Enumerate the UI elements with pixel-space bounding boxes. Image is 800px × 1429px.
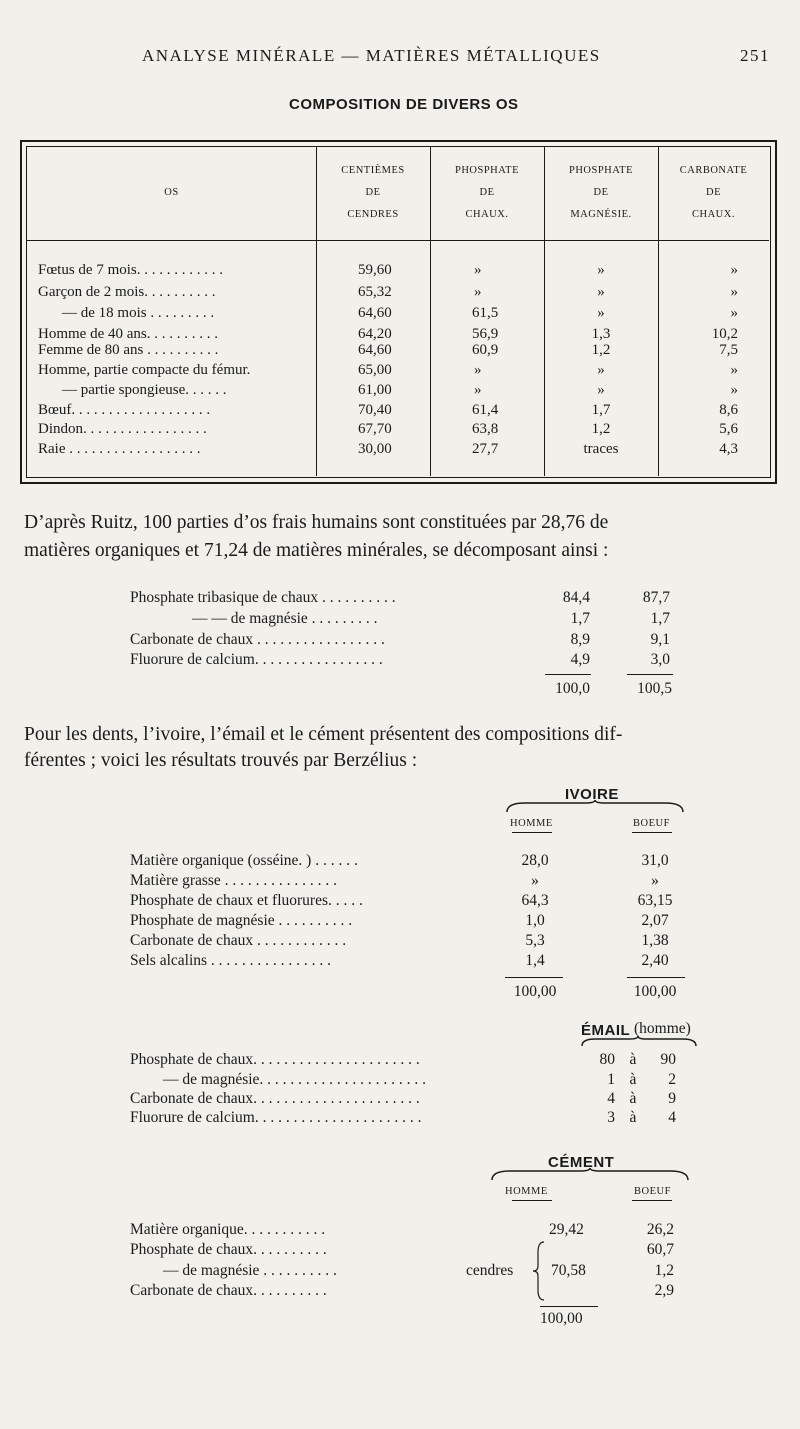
cell-cendres: 30,00 bbox=[358, 441, 392, 457]
email-sep: à bbox=[629, 1090, 637, 1107]
ruitz-total-a: 100,0 bbox=[555, 680, 590, 697]
ruitz-value-a: 1,7 bbox=[570, 610, 590, 627]
cell-phosphate-magnesie: traces bbox=[583, 441, 619, 457]
ruitz-value-a: 4,9 bbox=[570, 651, 590, 668]
cell-phosphate-magnesie: » bbox=[597, 262, 605, 278]
cement-boeuf-value: 1,2 bbox=[654, 1262, 674, 1279]
email-title: ÉMAIL bbox=[581, 1022, 631, 1039]
cement-cendres-label: cendres bbox=[466, 1262, 514, 1279]
email-max: 90 bbox=[660, 1051, 676, 1068]
cement-cendres-brace bbox=[532, 1240, 546, 1302]
col-header-pmag-2: DE bbox=[593, 187, 609, 198]
email-sep: à bbox=[629, 1071, 637, 1088]
cell-cendres: 70,40 bbox=[358, 402, 392, 418]
email-max: 4 bbox=[668, 1109, 676, 1126]
cell-carbonate-chaux: » bbox=[730, 262, 738, 278]
sum-rule bbox=[627, 977, 685, 978]
cell-phosphate-chaux: 61,5 bbox=[472, 305, 499, 321]
col-header-carb-3: CHAUX. bbox=[692, 209, 735, 220]
ruitz-value-b: 1,7 bbox=[650, 610, 670, 627]
cell-phosphate-chaux: » bbox=[474, 284, 482, 300]
paragraph-line: matières organiques et 71,24 de matières minérales, se décomposant ainsi : bbox=[24, 540, 609, 561]
ivoire-row-label: Sels alcalins . . . . . . . . . . . . . . . . bbox=[130, 952, 332, 969]
cell-carbonate-chaux: 5,6 bbox=[719, 421, 738, 437]
cell-carbonate-chaux: 4,3 bbox=[719, 441, 738, 457]
cement-row-label: — de magnésie . . . . . . . . . . bbox=[163, 1262, 337, 1279]
cement-homme-header: HOMME bbox=[505, 1186, 548, 1197]
ivoire-homme-value: 1,0 bbox=[525, 912, 545, 929]
cell-phosphate-magnesie: 1,3 bbox=[591, 326, 611, 342]
ruitz-row-label: Carbonate de chaux . . . . . . . . . . . . . . . . . bbox=[130, 631, 385, 648]
page-number: 251 bbox=[740, 46, 770, 65]
cell-phosphate-chaux: 63,8 bbox=[472, 421, 499, 437]
cell-cendres: 64,60 bbox=[358, 342, 392, 358]
cell-cendres: 65,32 bbox=[358, 284, 392, 300]
table-row-label: Dindon. . . . . . . . . . . . . . . . . bbox=[38, 421, 207, 437]
paragraph-line: Pour les dents, l’ivoire, l’émail et le cément présentent des compositions dif- bbox=[24, 724, 623, 745]
ruitz-total-b: 100,5 bbox=[637, 680, 672, 697]
email-sep: à bbox=[629, 1109, 637, 1126]
ivoire-row-label: Matière organique (osséine. ) . . . . . . bbox=[130, 852, 358, 869]
email-min: 4 bbox=[607, 1090, 615, 1107]
email-brace bbox=[580, 1036, 700, 1048]
ivoire-brace bbox=[505, 800, 685, 814]
cell-cendres: 61,00 bbox=[358, 382, 392, 398]
email-row-label: Carbonate de chaux. . . . . . . . . . . . . . . . . . . . . . bbox=[130, 1090, 420, 1107]
cell-cendres: 65,00 bbox=[358, 362, 392, 378]
cell-phosphate-magnesie: » bbox=[597, 284, 605, 300]
cement-boeuf-value: 26,2 bbox=[646, 1221, 674, 1238]
table-row-label: Raie . . . . . . . . . . . . . . . . . . bbox=[38, 441, 201, 457]
col-header-carb-2: DE bbox=[706, 187, 721, 198]
ivoire-row-label: Carbonate de chaux . . . . . . . . . . . . bbox=[130, 932, 347, 949]
ruitz-row-label: Phosphate tribasique de chaux . . . . . . . . . . bbox=[130, 589, 396, 606]
col-header-pmag-3: MAGNÉSIE. bbox=[570, 209, 632, 220]
cell-phosphate-magnesie: » bbox=[597, 305, 605, 321]
ivoire-rule bbox=[632, 832, 672, 833]
ruitz-value-b: 9,1 bbox=[650, 631, 670, 648]
table-row-label: — de 18 mois . . . . . . . . . bbox=[62, 305, 215, 321]
ruitz-value-a: 84,4 bbox=[562, 589, 590, 606]
ivoire-boeuf-value: » bbox=[651, 872, 659, 889]
cement-row-label: Phosphate de chaux. . . . . . . . . . bbox=[130, 1241, 327, 1258]
cell-cendres: 64,60 bbox=[358, 305, 392, 321]
cement-cendres-value: 70,58 bbox=[551, 1262, 586, 1279]
cell-carbonate-chaux: 10,2 bbox=[711, 326, 738, 342]
cell-carbonate-chaux: » bbox=[730, 362, 738, 378]
cement-row-label: Matière organique. . . . . . . . . . . bbox=[130, 1221, 326, 1238]
email-row-label: Fluorure de calcium. . . . . . . . . . . . . . . . . . . . . . bbox=[130, 1109, 422, 1126]
table-row-label: Garçon de 2 mois. . . . . . . . . . bbox=[38, 284, 216, 300]
ivoire-boeuf-value: 2,07 bbox=[641, 912, 669, 929]
ivoire-homme-value: 1,4 bbox=[525, 952, 545, 969]
cell-phosphate-chaux: » bbox=[474, 382, 482, 398]
ivoire-boeuf-value: 1,38 bbox=[641, 932, 669, 949]
cell-cendres: 67,70 bbox=[358, 421, 392, 437]
col-header-cendres-1: CENTIÈMES bbox=[341, 165, 405, 176]
cell-phosphate-chaux: 60,9 bbox=[472, 342, 499, 358]
ivoire-boeuf-header: BOEUF bbox=[633, 818, 670, 829]
sum-rule bbox=[505, 977, 563, 978]
ivoire-boeuf-value: 31,0 bbox=[641, 852, 669, 869]
ivoire-total-boeuf: 100,00 bbox=[633, 983, 677, 1000]
cell-phosphate-chaux: 61,4 bbox=[472, 402, 499, 418]
ivoire-homme-value: 5,3 bbox=[525, 932, 545, 949]
cement-homme-organic: 29,42 bbox=[549, 1221, 584, 1238]
cell-cendres: 59,60 bbox=[358, 262, 392, 278]
email-subtitle: (homme) bbox=[634, 1020, 691, 1037]
col-header-pchaux-1: PHOSPHATE bbox=[454, 165, 519, 176]
ivoire-rule bbox=[512, 832, 552, 833]
cement-title: CÉMENT bbox=[548, 1154, 615, 1171]
cell-carbonate-chaux: 8,6 bbox=[719, 402, 738, 418]
ivoire-row-label: Matière grasse . . . . . . . . . . . . . . . bbox=[130, 872, 338, 889]
cell-carbonate-chaux: 7,5 bbox=[719, 342, 738, 358]
cement-boeuf-header: BOEUF bbox=[634, 1186, 671, 1197]
sum-rule bbox=[545, 674, 591, 675]
cement-row-label: Carbonate de chaux. . . . . . . . . . bbox=[130, 1282, 327, 1299]
paragraph-line: férentes ; voici les résultats trouvés par Berzélius : bbox=[24, 750, 418, 771]
col-header-cendres-3: CENDRES bbox=[347, 209, 399, 220]
paragraph-line: D’après Ruitz, 100 parties d’os frais humains sont constituées par 28,76 de bbox=[24, 512, 609, 533]
running-header: ANALYSE MINÉRALE — MATIÈRES MÉTALLIQUES bbox=[142, 46, 601, 65]
email-min: 80 bbox=[599, 1051, 615, 1068]
cell-phosphate-magnesie: 1,2 bbox=[591, 342, 611, 358]
col-header-os: OS bbox=[164, 187, 179, 198]
cell-phosphate-chaux: » bbox=[474, 362, 482, 378]
email-min: 3 bbox=[607, 1109, 615, 1126]
ruitz-row-label: — — de magnésie . . . . . . . . . bbox=[192, 610, 378, 627]
cement-brace bbox=[490, 1168, 690, 1182]
cement-total: 100,00 bbox=[540, 1310, 583, 1327]
ruitz-value-a: 8,9 bbox=[570, 631, 590, 648]
cell-phosphate-magnesie: » bbox=[597, 362, 605, 378]
email-max: 2 bbox=[668, 1071, 676, 1088]
cell-phosphate-magnesie: » bbox=[597, 382, 605, 398]
table-row-label: Homme de 40 ans. . . . . . . . . . bbox=[38, 326, 218, 342]
table-row-label: Fœtus de 7 mois. . . . . . . . . . . . bbox=[38, 262, 224, 278]
col-header-pmag-1: PHOSPHATE bbox=[568, 165, 633, 176]
cell-cendres: 64,20 bbox=[358, 326, 392, 342]
email-max: 9 bbox=[668, 1090, 676, 1107]
ruitz-row-label: Fluorure de calcium. . . . . . . . . . . . . . . . . bbox=[130, 651, 383, 668]
col-header-cendres-2: DE bbox=[365, 187, 381, 198]
ivoire-boeuf-value: 63,15 bbox=[637, 892, 673, 909]
cell-phosphate-chaux: » bbox=[474, 262, 482, 278]
cell-phosphate-chaux: 27,7 bbox=[472, 441, 499, 457]
ivoire-homme-value: 28,0 bbox=[521, 852, 549, 869]
email-sep: à bbox=[629, 1051, 637, 1068]
cement-rule bbox=[512, 1200, 552, 1201]
ruitz-value-b: 87,7 bbox=[642, 589, 670, 606]
sum-rule bbox=[540, 1306, 598, 1307]
cement-boeuf-value: 60,7 bbox=[646, 1241, 674, 1258]
cement-boeuf-value: 2,9 bbox=[654, 1282, 674, 1299]
email-row-label: — de magnésie. . . . . . . . . . . . . . . . . . . . . . bbox=[163, 1071, 427, 1088]
table-title: COMPOSITION DE DIVERS OS bbox=[289, 96, 519, 113]
cell-phosphate-magnesie: 1,2 bbox=[591, 421, 611, 437]
cell-phosphate-magnesie: 1,7 bbox=[591, 402, 611, 418]
ivoire-homme-header: HOMME bbox=[510, 818, 553, 829]
col-header-pchaux-2: DE bbox=[479, 187, 495, 198]
cell-carbonate-chaux: » bbox=[730, 284, 738, 300]
ivoire-homme-value: » bbox=[531, 872, 539, 889]
cell-carbonate-chaux: » bbox=[730, 382, 738, 398]
email-row-label: Phosphate de chaux. . . . . . . . . . . . . . . . . . . . . . bbox=[130, 1051, 420, 1068]
cement-rule bbox=[632, 1200, 672, 1201]
ivoire-boeuf-value: 2,40 bbox=[641, 952, 669, 969]
ruitz-value-b: 3,0 bbox=[650, 651, 670, 668]
ivoire-homme-value: 64,3 bbox=[521, 892, 549, 909]
header-divider bbox=[27, 240, 769, 241]
ivoire-title: IVOIRE bbox=[565, 786, 619, 803]
sum-rule bbox=[627, 674, 673, 675]
table-row-label: Bœuf. . . . . . . . . . . . . . . . . . . bbox=[38, 402, 211, 418]
ivoire-row-label: Phosphate de magnésie . . . . . . . . . . bbox=[130, 912, 353, 929]
table-row-label: — partie spongieuse. . . . . . bbox=[62, 382, 227, 398]
cell-carbonate-chaux: » bbox=[730, 305, 738, 321]
ivoire-row-label: Phosphate de chaux et fluorures. . . . . bbox=[130, 892, 363, 909]
ivoire-total-homme: 100,00 bbox=[513, 983, 557, 1000]
table-row-label: Homme, partie compacte du fémur. bbox=[38, 362, 251, 378]
email-min: 1 bbox=[607, 1071, 615, 1088]
col-header-pchaux-3: CHAUX. bbox=[465, 209, 509, 220]
table-row-label: Femme de 80 ans . . . . . . . . . . bbox=[38, 342, 219, 358]
col-header-carb-1: CARBONATE bbox=[679, 165, 748, 176]
cell-phosphate-chaux: 56,9 bbox=[472, 326, 499, 342]
